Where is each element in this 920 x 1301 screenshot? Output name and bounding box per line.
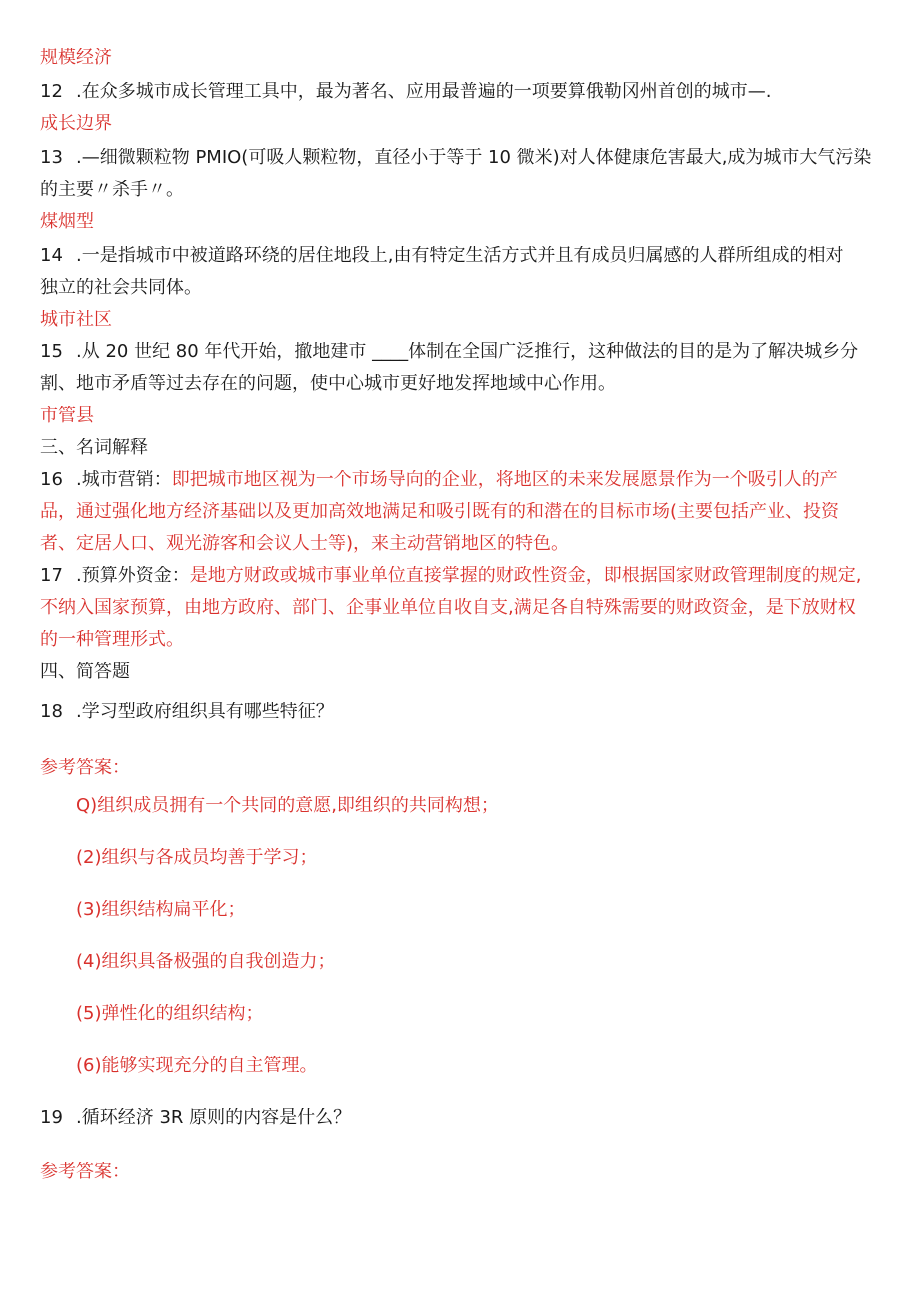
question-14-cont: 独立的社会共同体。 [40,278,202,298]
question-number: 14 [40,246,63,266]
section-heading-4: 四、简答题 [40,662,130,682]
answer-line: 规模经济 [40,48,112,68]
question-19 [40,1108,890,1128]
question-text: .学习型政府组织具有哪些特征？ [76,702,334,722]
question-number: 12 [40,82,63,102]
term: .城市营销： [76,470,172,490]
definition-cont: 者、定居人口、观光游客和会议人士等)，来主动营销地区的特色。 [40,534,570,554]
reference-answer-label: 参考答案： [40,1162,130,1182]
question-16 [40,470,890,490]
reference-answer-label: 参考答案： [40,758,130,778]
question-number: 13 [40,148,63,168]
question-12 [40,82,890,102]
question-text: .一是指城市中被道路环绕的居住地段上,由有特定生活方式并且有成员归属感的人群所组成的相对 [76,246,844,266]
question-17 [40,566,890,586]
question-text: .从 20 世纪 80 年代开始，撤地建市 ____体制在全国广泛推行，这种做法的目的是为了解决城乡分 [76,342,859,362]
answer-item: (2)组织与各成员均善于学习； [76,848,318,868]
definition-cont: 品，通过强化地方经济基础以及更加高效地满足和吸引既有的和潜在的目标市场(主要包括产业、投资 [40,502,840,522]
answer-item: (3)组织结构扁平化； [76,900,246,920]
answer-line: 成长边界 [40,114,112,134]
term: .预算外资金： [76,566,190,586]
question-14 [40,246,890,266]
question-text: .—细微颗粒物 PMIO(可吸人颗粒物，直径小于等于 10 微米)对人体健康危害最大,成为城市大气污染 [76,148,872,168]
definition-cont: 的一种管理形式。 [40,630,184,650]
question-number: 18 [40,702,63,722]
answer-line: 城市社区 [40,310,112,330]
question-text: .在众多城市成长管理工具中，最为著名、应用最普遍的一项要算俄勒冈州首创的城市—. [76,82,772,102]
answer-line: 市管县 [40,406,94,426]
question-number: 17 [40,566,63,586]
question-number: 15 [40,342,63,362]
answer-item: (6)能够实现充分的自主管理。 [76,1056,318,1076]
question-15-cont: 割、地市矛盾等过去存在的问题，使中心城市更好地发挥地域中心作用。 [40,374,616,394]
question-number: 19 [40,1108,63,1128]
answer-item: (5)弹性化的组织结构； [76,1004,264,1024]
answer-item: Q)组织成员拥有一个共同的意愿,即组织的共同构想； [76,796,499,816]
answer-item: (4)组织具备极强的自我创造力； [76,952,336,972]
question-text: .循环经济 3R 原则的内容是什么？ [76,1108,352,1128]
answer-line: 煤烟型 [40,212,94,232]
definition-cont: 不纳入国家预算，由地方政府、部门、企事业单位自收自支,满足各自特殊需要的财政资金，是下放财权 [40,598,856,618]
question-18 [40,702,890,722]
definition: 是地方财政或城市事业单位直接掌握的财政性资金，即根据国家财政管理制度的规定, [189,566,862,586]
question-13 [40,148,890,168]
question-15 [40,342,890,362]
section-heading-3: 三、名词解释 [40,438,148,458]
question-number: 16 [40,470,63,490]
question-13-cont: 的主要〃杀手〃。 [40,180,184,200]
definition: 即把城市地区视为一个市场导向的企业，将地区的未来发展愿景作为一个吸引人的产 [171,470,838,490]
